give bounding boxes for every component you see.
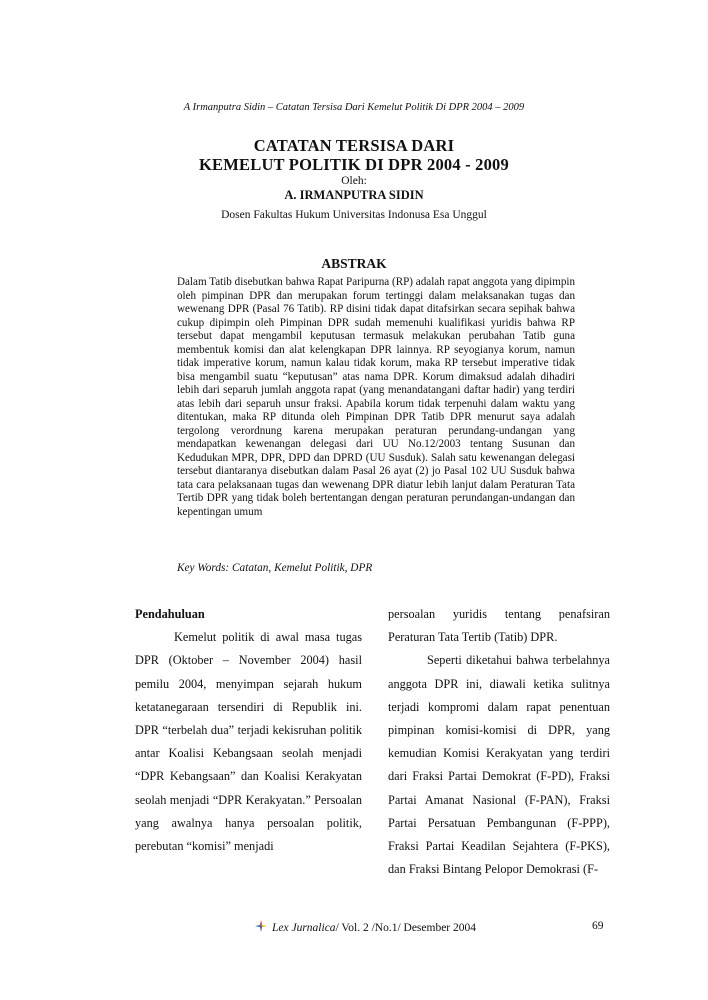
section-heading: Pendahuluan xyxy=(135,607,205,621)
author-affiliation: Dosen Fakultas Hukum Universitas Indonusa Esa Unggul xyxy=(221,209,487,221)
right-column xyxy=(388,603,610,881)
title-line-1: CATATAN TERSISA DARI xyxy=(253,136,455,155)
page-footer xyxy=(0,920,708,936)
running-head: A Irmanputra Sidin – Catatan Tersisa Dari Kemelut Politik Di DPR 2004 – 2009 xyxy=(183,102,525,113)
body-paragraph-continuation: persoalan yuridis tentang penafsiran Peraturan Tata Tertib (Tatib) DPR. xyxy=(388,607,610,645)
author-name: A. IRMANPUTRA SIDIN xyxy=(284,188,424,202)
left-column xyxy=(135,603,362,858)
body-paragraph: Kemelut politik di awal masa tugas DPR (Oktober – November 2004) hasil pemilu 2004, menyimpan sejarah hukum ketatanegaraan tersendiri di Republik ini. DPR “terbelah dua” terjadi kekisruhan politik antar Koalisi Kebangsaan seolah menjadi “DPR Kebangsaan” dan Koalisi Kerakyatan seolah menjadi “DPR Kerakyatan.” Persoalan yang awalnya hanya persoalan politik, perebutan “komisi” menjadi xyxy=(135,630,362,854)
keywords: Key Words: Catatan, Kemelut Politik, DPR xyxy=(177,562,373,574)
logo-petal-left xyxy=(255,925,261,927)
abstract-heading: ABSTRAK xyxy=(321,256,387,271)
body-paragraph: Seperti diketahui bahwa terbelahnya anggota DPR ini, diawali ketika sulitnya terjadi kompromi dalam rapat penentuan pimpinan komisi-komisi di DPR, yang kemudian Komisi Kerakyatan yang terdiri dari Fraksi Partai Demokrat (F-PD), Fraksi Partai Amanat Nasional (F-PAN), Fraksi Partai Persatuan Pembangunan (F-PPP), Fraksi Partai Keadilan Sejahtera (F-PKS), dan Fraksi Bintang Pelopor Demokrasi (F- xyxy=(388,653,610,877)
title-line-2: KEMELUT POLITIK DI DPR 2004 - 2009 xyxy=(199,155,509,174)
page-number: 69 xyxy=(592,920,604,932)
abstract-body: Dalam Tatib disebutkan bahwa Rapat Paripurna (RP) adalah rapat anggota yang dipimpin oleh pimpinan DPR dan merupakan forum tertinggi dalam melaksanakan tugas dan wewenang DPR (Pasal 76 Tatib). RP disini tidak dapat ditafsirkan secara sepihak bahwa cukup dipimpin oleh Pimpinan DPR sudah memenuhi kualifikasi yuridis bahwa RP tersebut dapat mengambil keputusan termasuk melakukan perubahan Tatib guna membentuk komisi dan alat kelengkapan DPR lainnya. RP seyogianya korum, namun tidak imperative korum, namun kalau tidak korum, maka RP tersebut imperative tidak bisa mengambil suatu “keputusan” atas nama DPR. Korum dimaksud adalah dihadiri lebih dari separuh jumlah anggota rapat (yang menandatangani daftar hadir) yang terdiri atas lebih dari separuh unsur fraksi. Apabila korum tidak terpenuhi dalam waktu yang ditentukan, maka RP ditunda oleh Pimpinan DPR Tatib DPR menurut saya adalah tergolong verordnung karena merupakan peraturan perundang-undangan yang mendapatkan kewenangan delegasi dari UU No.12/2003 tentang Susunan dan Kedudukan MPR, DPR, DPD dan DPRD (UU Susduk). Salah satu kewenangan delegasi tersebut diantaranya disebutkan dalam Pasal 26 ayat (2) jo Pasal 102 UU Susduk bahwa tata cara pelaksanaan tugas dan wewenang DPR diatur lebih lanjut dalam Peraturan Tata Tertib DPR yang tidak boleh bertentangan dengan peraturan perundangan-undangan dan kepentingan umum xyxy=(177,276,575,518)
journal-logo-icon xyxy=(255,920,267,932)
journal-citation xyxy=(255,920,476,934)
journal-details: / Vol. 2 /No.1/ Desember 2004 xyxy=(335,922,477,934)
byline-oleh: Oleh: xyxy=(341,175,367,187)
article-title xyxy=(0,136,708,174)
journal-name: Lex Jurnalica xyxy=(272,922,336,934)
